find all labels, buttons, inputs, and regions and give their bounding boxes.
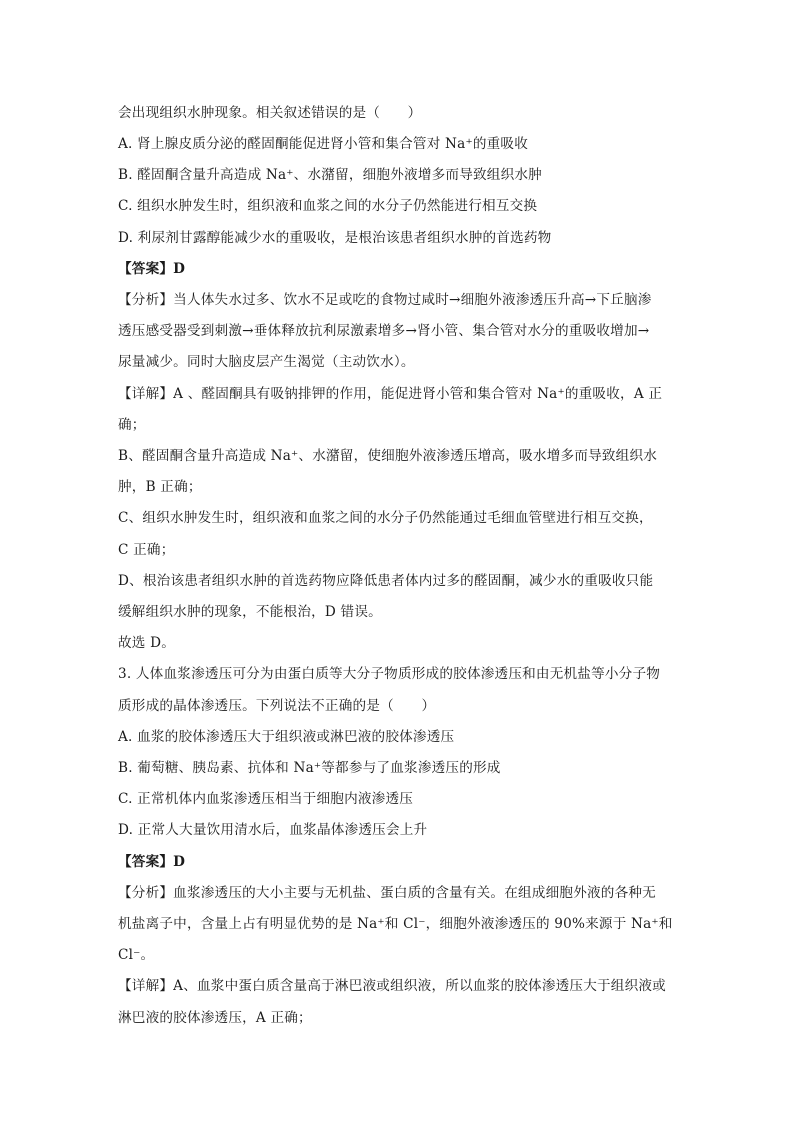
- question-stem-end: 会出现组织水肿现象。相关叙述错误的是（ ）: [118, 105, 422, 121]
- q3-detail-line-2: 淋巴液的胶体渗透压，A 正确；: [118, 1010, 312, 1026]
- q3-analysis-line-2: 机盐离子中，含量上占有明显优势的是 Na⁺和 Cl⁻，细胞外液渗透压的 90%来源于 Na⁺和: [118, 916, 673, 932]
- detail-line-2: 确；: [118, 417, 146, 433]
- detail-line-3: B、醛固酮含量升高造成 Na⁺、水潴留，使细胞外液渗透压增高，吸水增多而导致组织水: [118, 448, 658, 464]
- q3-option-a: A. 血浆的胶体渗透压大于组织液或淋巴液的胶体渗透压: [118, 729, 455, 745]
- option-b: B. 醛固酮含量升高造成 Na⁺、水潴留，细胞外液增多而导致组织水肿: [118, 167, 542, 183]
- detail-line-6: C 正确；: [118, 542, 175, 558]
- q3-option-b: B. 葡萄糖、胰岛素、抗体和 Na⁺等都参与了血浆渗透压的形成: [118, 760, 501, 776]
- q3-analysis-line-1: 【分析】血浆渗透压的大小主要与无机盐、蛋白质的含量有关。在组成细胞外液的各种无: [118, 885, 656, 901]
- q3-option-d: D. 正常人大量饮用清水后，血浆晶体渗透压会上升: [118, 822, 428, 838]
- option-c: C. 组织水肿发生时，组织液和血浆之间的水分子仍然能进行相互交换: [118, 198, 538, 214]
- option-d: D. 利尿剂甘露醇能减少水的重吸收，是根治该患者组织水肿的首选药物: [118, 230, 552, 246]
- detail-line-4: 肿，B 正确；: [118, 479, 202, 495]
- analysis-line-3: 尿量减少。同时大脑皮层产生渴觉（主动饮水）。: [118, 354, 415, 370]
- option-a: A. 肾上腺皮质分泌的醛固酮能促进肾小管和集合管对 Na⁺的重吸收: [118, 136, 528, 152]
- q3-analysis-line-3: Cl⁻。: [118, 947, 155, 963]
- analysis-line-1: 【分析】当人体失水过多、饮水不足或吃的食物过咸时→细胞外液渗透压升高→下丘脑渗: [118, 292, 652, 308]
- analysis-line-2: 透压感受器受到刺激→垂体释放抗利尿激素增多→肾小管、集合管对水分的重吸收增加→: [118, 323, 650, 339]
- question-3-line-2: 质形成的晶体渗透压。下列说法不正确的是（ ）: [118, 698, 436, 714]
- detail-line-7: D、根治该患者组织水肿的首选药物应降低患者体内过多的醛固酮，减少水的重吸收只能: [118, 573, 654, 589]
- detail-line-1: 【详解】A 、醛固酮具有吸钠排钾的作用，能促进肾小管和集合管对 Na⁺的重吸收，A 正: [118, 386, 663, 402]
- q3-detail-line-1: 【详解】A、血浆中蛋白质含量高于淋巴液或组织液，所以血浆的胶体渗透压大于组织液或: [118, 978, 666, 994]
- question-3-line-1: 3. 人体血浆渗透压可分为由蛋白质等大分子物质形成的胶体渗透压和由无机盐等小分子物: [118, 666, 661, 682]
- detail-line-8: 缓解组织水肿的现象，不能根治，D 错误。: [118, 604, 382, 620]
- detail-line-5: C、组织水肿发生时，组织液和血浆之间的水分子仍然能通过毛细血管壁进行相互交换，: [118, 510, 653, 526]
- choice-line: 故选 D。: [118, 635, 176, 651]
- q3-answer-line: 【答案】D: [118, 854, 186, 870]
- answer-line: 【答案】D: [118, 261, 186, 277]
- q3-option-c: C. 正常机体内血浆渗透压相当于细胞内液渗透压: [118, 791, 414, 807]
